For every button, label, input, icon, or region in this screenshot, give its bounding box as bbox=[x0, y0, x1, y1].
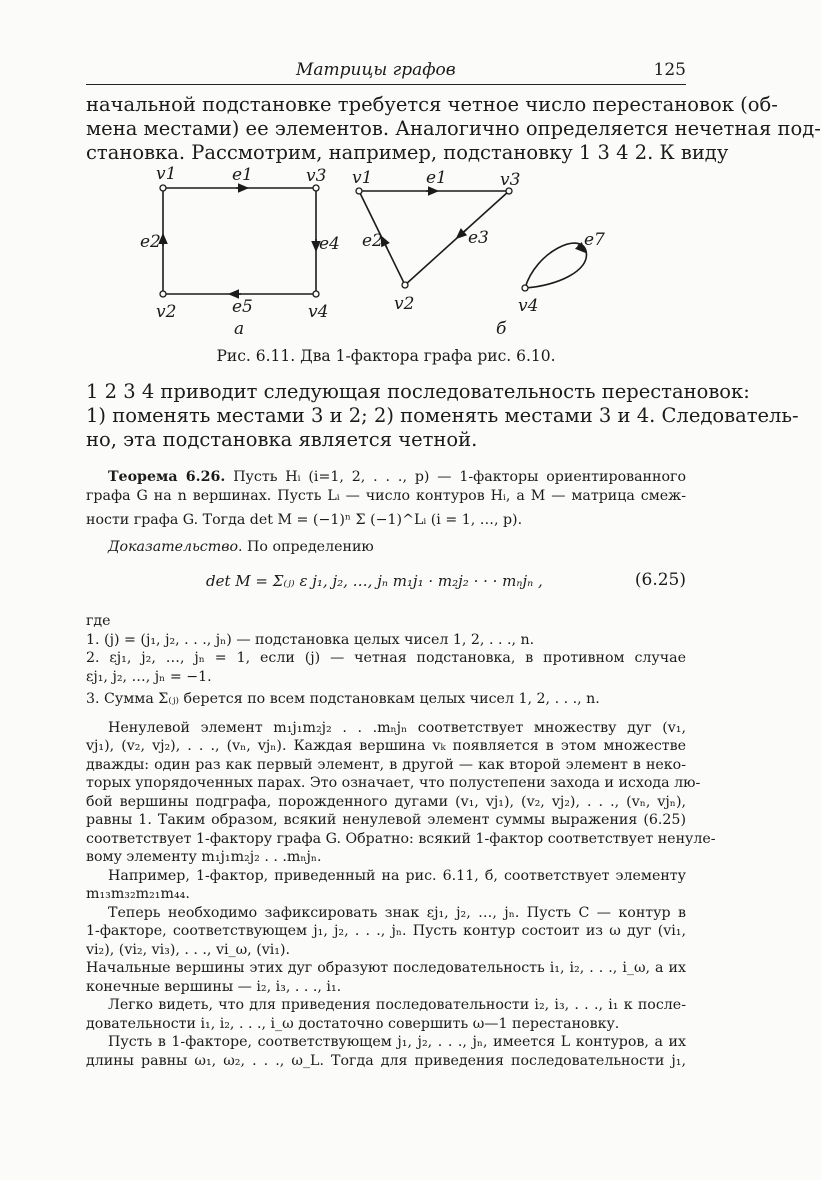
running-header bbox=[86, 58, 686, 85]
body-line: торых упорядоченных парах. Это означает, что полустепени захода и исхода лю- bbox=[86, 775, 701, 791]
where-label: где bbox=[86, 613, 111, 629]
formula-6-25 bbox=[86, 562, 686, 606]
node-b-v2 bbox=[402, 282, 408, 288]
body-line: дважды: один раз как первый элемент, в другой — как второй элемент в неко- bbox=[86, 756, 686, 773]
theorem-line: графа G на n вершинах. Пусть Lᵢ — число контуров Hᵢ, а M — матрица смеж- bbox=[86, 487, 686, 504]
edge-b-e7-loop bbox=[525, 243, 586, 288]
label-a-v1: v1 bbox=[156, 164, 177, 184]
formula-number: (6.25) bbox=[634, 570, 686, 590]
label-b-v2: v2 bbox=[394, 294, 415, 314]
definitions bbox=[86, 612, 686, 709]
node-a-v1 bbox=[160, 185, 166, 191]
item-2: 2. εj₁, j₂, …, jₙ = 1, если (j) — четная подстановка, в противном случае bbox=[86, 650, 686, 666]
label-b-e1: e1 bbox=[426, 168, 447, 188]
body-line: бой вершины подграфа, порожденного дугами (v₁, vj₁), (v₂, vj₂), . . ., (vₙ, vjₙ), bbox=[86, 793, 686, 810]
theorem-line bbox=[86, 468, 686, 487]
node-b-v4 bbox=[522, 285, 528, 291]
label-b-v4: v4 bbox=[518, 296, 539, 316]
proof-label: Доказательство. bbox=[108, 538, 243, 555]
item-1: 1. (j) = (j₁, j₂, . . ., jₙ) — подстановка целых чисел 1, 2, . . ., n. bbox=[86, 631, 535, 648]
text-line: начальной подстановке требуется четное число перестановок (об- bbox=[86, 93, 778, 116]
body-line: 1-факторе, соответствующем j₁, j₂, . . ., jₙ. Пусть контур состоит из ω дуг (vi₁, bbox=[86, 923, 686, 939]
figure-label-b: б bbox=[496, 319, 507, 339]
figure-6-11 bbox=[86, 164, 686, 376]
text-line: но, эта подстановка является четной. bbox=[86, 428, 478, 451]
book-page bbox=[86, 58, 821, 1070]
body-line: m₁₃m₃₂m₂₁m₄₄. bbox=[86, 886, 190, 902]
body-line: Ненулевой элемент m₁j₁m₂j₂ . . .mₙjₙ соответствует множеству дуг (v₁, bbox=[108, 719, 686, 736]
label-a-v4: v4 bbox=[308, 302, 329, 322]
body-line: довательности i₁, i₂, . . ., i_ω достаточно совершить ω—1 перестановку. bbox=[86, 1015, 620, 1032]
figure-label-a: а bbox=[234, 319, 245, 339]
body-line: Легко видеть, что для приведения последовательности i₂, i₃, . . ., i₁ к после- bbox=[108, 997, 686, 1013]
text-line: 1 2 3 4 приводит следующая последовательность перестановок: bbox=[86, 380, 750, 403]
body-line: Начальные вершины этих дуг образуют последовательность i₁, i₂, . . ., i_ω, а их bbox=[86, 960, 686, 976]
body-line: Например, 1-фактор, приведенный на рис. 6.11, б, соответствует элементу bbox=[108, 867, 686, 884]
proof-line bbox=[86, 538, 686, 557]
body-line: Пусть в 1-факторе, соответствующем j₁, j₂, . . ., jₙ, имеется L контуров, а их bbox=[108, 1034, 686, 1050]
label-a-e2: e2 bbox=[140, 232, 161, 252]
label-b-e3: e3 bbox=[468, 228, 489, 248]
text-line: становка. Рассмотрим, например, подстановку 1 3 4 2. К виду bbox=[86, 141, 729, 164]
node-a-v2 bbox=[160, 291, 166, 297]
page-number: 125 bbox=[653, 60, 686, 80]
label-a-e4: e4 bbox=[319, 234, 340, 254]
edge-b-e3 bbox=[405, 191, 509, 285]
body-text bbox=[86, 719, 716, 1071]
theorem-label: Теорема 6.26. bbox=[108, 469, 226, 485]
label-b-e2: e2 bbox=[362, 231, 383, 251]
body-line: vi₂), (vi₂, vi₃), . . ., vi_ω, (vi₁). bbox=[86, 941, 291, 958]
label-b-e7: e7 bbox=[584, 230, 605, 250]
second-paragraph bbox=[86, 380, 799, 452]
proof-intro bbox=[86, 538, 686, 557]
theorem-line: ности графа G. Тогда det M = (−1)ⁿ Σ (−1)^Lᵢ (i = 1, …, p). bbox=[86, 512, 523, 528]
label-a-e1: e1 bbox=[232, 165, 253, 185]
body-line: Теперь необходимо зафиксировать знак εj₁, j₂, …, jₙ. Пусть C — контур в bbox=[108, 904, 686, 921]
label-b-v3: v3 bbox=[500, 170, 521, 190]
item-2-cont: εj₁, j₂, …, jₙ = −1. bbox=[86, 668, 212, 685]
text-line: мена местами) ее элементов. Аналогично определяется нечетная под- bbox=[86, 117, 821, 140]
graph-a bbox=[163, 188, 316, 294]
body-line: конечные вершины — i₂, i₃, . . ., i₁. bbox=[86, 978, 342, 995]
node-b-v1 bbox=[356, 188, 362, 194]
header-title: Матрицы графов bbox=[296, 60, 456, 80]
proof-text: По определению bbox=[247, 538, 374, 555]
figure-graphs bbox=[86, 164, 686, 376]
node-a-v4 bbox=[313, 291, 319, 297]
formula-text: det M = Σ₍ⱼ₎ ε j₁, j₂, …, jₙ m₁j₁ · m₂j₂ · · · mₙjₙ , bbox=[206, 572, 543, 590]
label-a-e5: e5 bbox=[232, 297, 253, 317]
figure-caption: Рис. 6.11. Два 1-фактора графа рис. 6.10. bbox=[216, 347, 556, 365]
body-line: вому элементу m₁j₁m₂j₂ . . .mₙjₙ. bbox=[86, 849, 322, 865]
label-b-v1: v1 bbox=[352, 168, 373, 188]
body-line: равны 1. Таким образом, всякий ненулевой элемент суммы выражения (6.25) bbox=[86, 812, 686, 828]
item-3: 3. Сумма Σ₍ⱼ₎ берется по всем подстановкам целых чисел 1, 2, . . ., n. bbox=[86, 691, 600, 707]
label-a-v3: v3 bbox=[306, 166, 327, 186]
top-paragraph bbox=[86, 93, 821, 165]
body-line: соответствует 1-фактору графа G. Обратно: всякий 1-фактор соответствует ненуле- bbox=[86, 830, 716, 847]
text-line: 1) поменять местами 3 и 2; 2) поменять местами 3 и 4. Следователь- bbox=[86, 404, 799, 427]
theorem-text: Пусть Hᵢ (i=1, 2, . . ., p) — 1-факторы ориентированного bbox=[233, 469, 686, 485]
label-a-v2: v2 bbox=[156, 302, 177, 322]
theorem-6-26 bbox=[86, 468, 686, 530]
body-line: длины равны ω₁, ω₂, . . ., ω_L. Тогда для приведения последовательности j₁, bbox=[86, 1052, 686, 1069]
body-line: vj₁), (v₂, vj₂), . . ., (vₙ, vjₙ). Каждая вершина vₖ появляется в этом множестве bbox=[86, 738, 686, 754]
arrow-b-e3 bbox=[458, 229, 467, 237]
